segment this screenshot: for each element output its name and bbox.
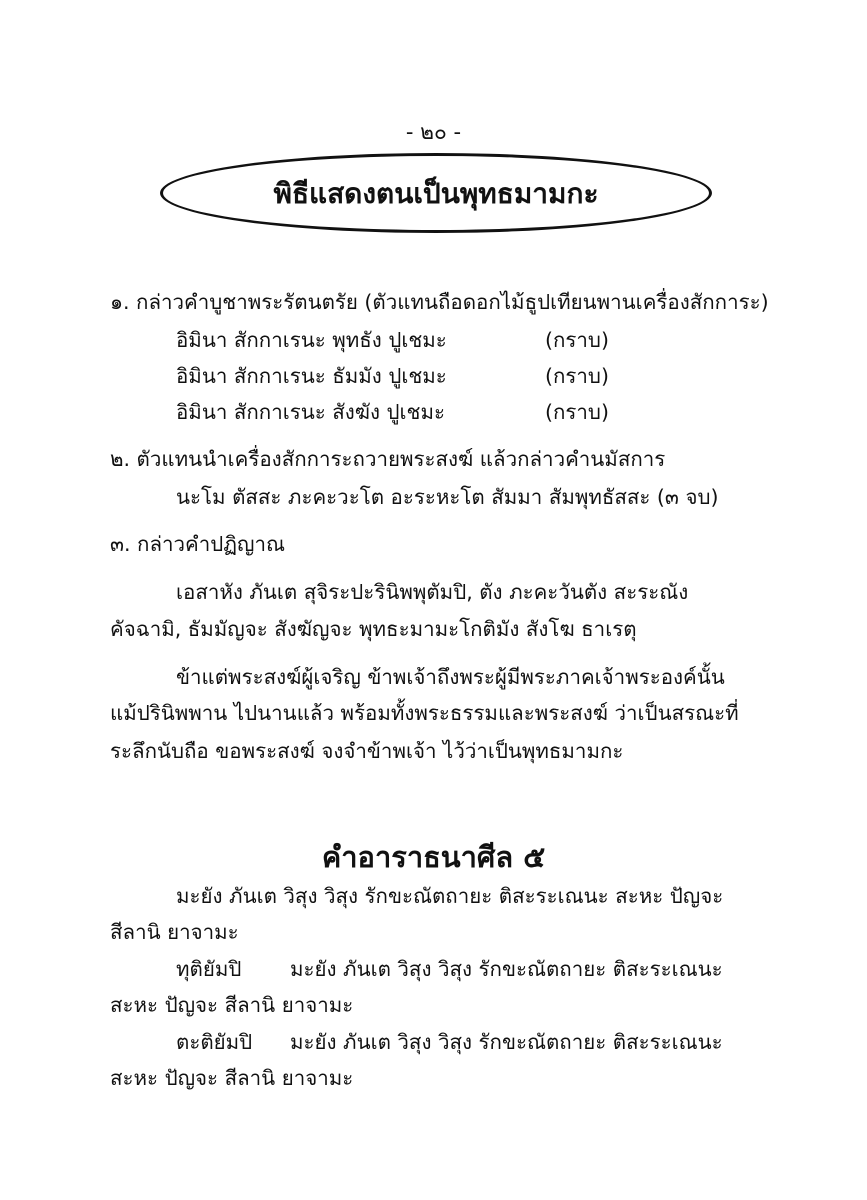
- section3-thai-line-3: ระลึกนับถือ ขอพระสงฆ์ จงจำข้าพเจ้า ไว้ว่าเป็นพุทธมามกะ: [110, 739, 624, 763]
- precepts-third-line-1: มะยัง ภันเต วิสุง วิสุง รักขะณัตถายะ ติสะระเณนะ: [290, 1030, 723, 1054]
- precepts-first-line-1: มะยัง ภันเต วิสุง วิสุง รักขะณัตถายะ ติสะระเณนะ สะหะ ปัญจะ: [176, 884, 724, 908]
- precepts-second-line-1: มะยัง ภันเต วิสุง วิสุง รักขะณัตถายะ ติสะระเณนะ: [290, 957, 723, 981]
- section1-note-2: (กราบ): [545, 364, 609, 388]
- precepts-third-prefix: ตะติยัมปิ: [176, 1030, 253, 1054]
- precepts-second-line-2: สะหะ ปัญจะ สีลานิ ยาจามะ: [110, 993, 354, 1017]
- precepts-heading: คำอาราธนาศีล ๕: [321, 840, 546, 874]
- page-number: - ๒๐ -: [405, 120, 462, 144]
- section1-note-1: (กราบ): [545, 328, 609, 352]
- section3-pali-line-2: คัจฉามิ, ธัมมัญจะ สังฆัญจะ พุทธะมามะโกติมัง สังโฆ ธาเรตุ: [110, 617, 637, 641]
- precepts-second-prefix: ทุติยัมปิ: [176, 957, 242, 981]
- section3-thai-line-1: ข้าแต่พระสงฆ์ผู้เจริญ ข้าพเจ้าถึงพระผู้มีพระภาคเจ้าพระองค์นั้น: [176, 665, 725, 689]
- section1-note-3: (กราบ): [545, 400, 609, 424]
- section3-pali-line-1: เอสาหัง ภันเต สุจิระปะรินิพพุตัมปิ, ตัง ภะคะวันตัง สะระณัง: [176, 580, 689, 604]
- section2-line: นะโม ตัสสะ ภะคะวะโต อะระหะโต สัมมา สัมพุทธัสสะ (๓ จบ): [176, 485, 719, 509]
- precepts-first-line-2: สีลานิ ยาจามะ: [110, 920, 239, 944]
- section2-heading: ๒. ตัวแทนนำเครื่องสักการะถวายพระสงฆ์ แล้วกล่าวคำนมัสการ: [110, 447, 666, 471]
- precepts-third-line-2: สะหะ ปัญจะ สีลานิ ยาจามะ: [110, 1066, 354, 1090]
- page-title: พิธีแสดงตนเป็นพุทธมามกะ: [273, 177, 599, 210]
- section1-heading: ๑. กล่าวคำบูชาพระรัตนตรัย (ตัวแทนถือดอกไม้ธูปเทียนพานเครื่องสักการะ): [110, 290, 769, 314]
- section1-line-1: อิมินา สักกาเรนะ พุทธัง ปูเชมะ: [176, 328, 447, 352]
- section3-heading: ๓. กล่าวคำปฏิญาณ: [110, 532, 286, 556]
- section3-thai-line-2: แม้ปรินิพพาน ไปนานแล้ว พร้อมทั้งพระธรรมและพระสงฆ์ ว่าเป็นสรณะที่: [110, 701, 739, 725]
- section1-line-2: อิมินา สักกาเรนะ ธัมมัง ปูเชมะ: [176, 364, 447, 388]
- section1-line-3: อิมินา สักกาเรนะ สังฆัง ปูเชมะ: [176, 400, 445, 424]
